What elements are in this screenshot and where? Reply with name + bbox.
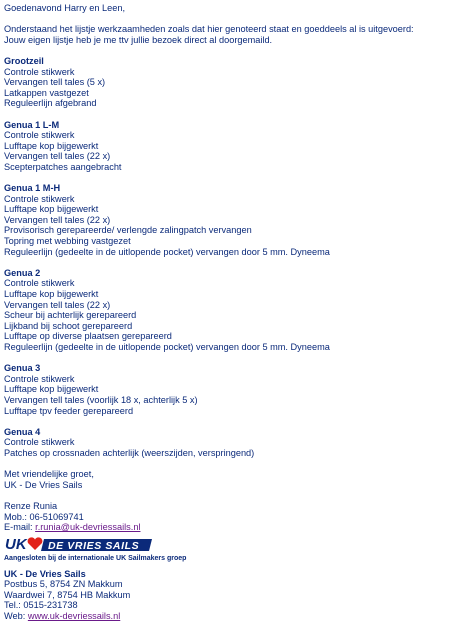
list-item: Vervangen tell tales (22 x): [4, 299, 111, 310]
list-item: Lufftape kop bijgewerkt: [4, 204, 99, 215]
list-item: Patches op crossnaden achterlijk (weerszijden, verspringend): [4, 447, 255, 458]
list-item: Lufftape kop bijgewerkt: [4, 289, 99, 300]
greeting: Goedenavond Harry en Leen,: [4, 3, 126, 13]
intro-line: Jouw eigen lijstje heb je me ttv jullie bezoek direct al doorgemaild.: [4, 34, 273, 45]
logo-graphic: [4, 535, 154, 553]
list-item: Controle stikwerk: [4, 373, 75, 384]
company-name: UK - De Vries Sails: [4, 568, 86, 579]
intro-line: Onderstaand het lijstje werkzaamheden zoals dat hier genoteerd staat en goeddeels al is uitgevoerd:: [4, 24, 414, 35]
list-item: Controle stikwerk: [4, 437, 75, 448]
email-label: E-mail:: [4, 522, 36, 533]
signature-email-line: [4, 522, 454, 533]
list-item: Controle stikwerk: [4, 278, 75, 289]
list-item: Scheur bij achterlijk gerepareerd: [4, 310, 137, 321]
heart-icon: [28, 537, 43, 550]
list-item: Reguleerlijn afgebrand: [4, 98, 97, 109]
list-item: Vervangen tell tales (22 x): [4, 151, 111, 162]
work-list: [4, 56, 454, 459]
web-label: Web:: [4, 611, 28, 622]
web-link[interactable]: www.uk-devriessails.nl: [27, 611, 121, 622]
logo-brand-text: DE VRIES SAILS: [48, 539, 140, 552]
email-link[interactable]: r.runia@uk-devriessails.nl: [35, 522, 141, 533]
closing-line: UK - De Vries Sails: [4, 479, 83, 490]
company-address: Waardwei 7, 8754 HB Makkum: [4, 589, 131, 600]
list-item: Reguleerlijn (gedeelte in de uitlopende pocket) vervangen door 5 mm. Dyneema: [4, 246, 330, 257]
list-item: Lijkband bij schoot gerepareerd: [4, 320, 133, 331]
list-item: Controle stikwerk: [4, 193, 75, 204]
company-phone: Tel.: 0515-231738: [4, 600, 78, 611]
list-item: Lufftape kop bijgewerkt: [4, 140, 99, 151]
list-item: Scepterpatches aangebracht: [4, 161, 122, 172]
list-item: Vervangen tell tales (voorlijk 18 x, achterlijk 5 x): [4, 394, 198, 405]
list-item: Vervangen tell tales (22 x): [4, 214, 111, 225]
list-item: Vervangen tell tales (5 x): [4, 77, 106, 88]
logo-tagline: Aangesloten bij de internationale UK Sailmakers groep: [4, 554, 187, 562]
section-title: Genua 1 M-H: [4, 183, 61, 194]
section-title: Grootzeil: [4, 55, 44, 66]
list-item: Latkappen vastgezet: [4, 87, 89, 98]
logo-uk-text: UK: [5, 535, 27, 553]
company-web-line: [4, 611, 454, 622]
list-item: Lufftape tpv feeder gerepareerd: [4, 405, 134, 416]
section-title: Genua 3: [4, 363, 41, 374]
company-logo: [4, 535, 454, 553]
list-item: Lufftape kop bijgewerkt: [4, 384, 99, 395]
closing-line: Met vriendelijke groet,: [4, 469, 94, 480]
signature-mobile: Mob.: 06-51069741: [4, 511, 84, 522]
list-item: Lufftape op diverse plaatsen gerepareerd: [4, 331, 172, 342]
list-item: Provisorisch gerepareerde/ verlengde zalingpatch vervangen: [4, 225, 252, 236]
section-title: Genua 1 L-M: [4, 119, 60, 130]
section-title: Genua 4: [4, 426, 41, 437]
list-item: Topring met webbing vastgezet: [4, 236, 131, 247]
company-address: Postbus 5, 8754 ZN Makkum: [4, 579, 123, 590]
signature-name: Renze Runia: [4, 500, 58, 511]
list-item: Controle stikwerk: [4, 130, 75, 141]
list-item: Reguleerlijn (gedeelte in de uitlopende pocket) vervangen door 5 mm. Dyneema: [4, 342, 330, 352]
list-item: Controle stikwerk: [4, 66, 75, 77]
section-title: Genua 2: [4, 267, 41, 278]
